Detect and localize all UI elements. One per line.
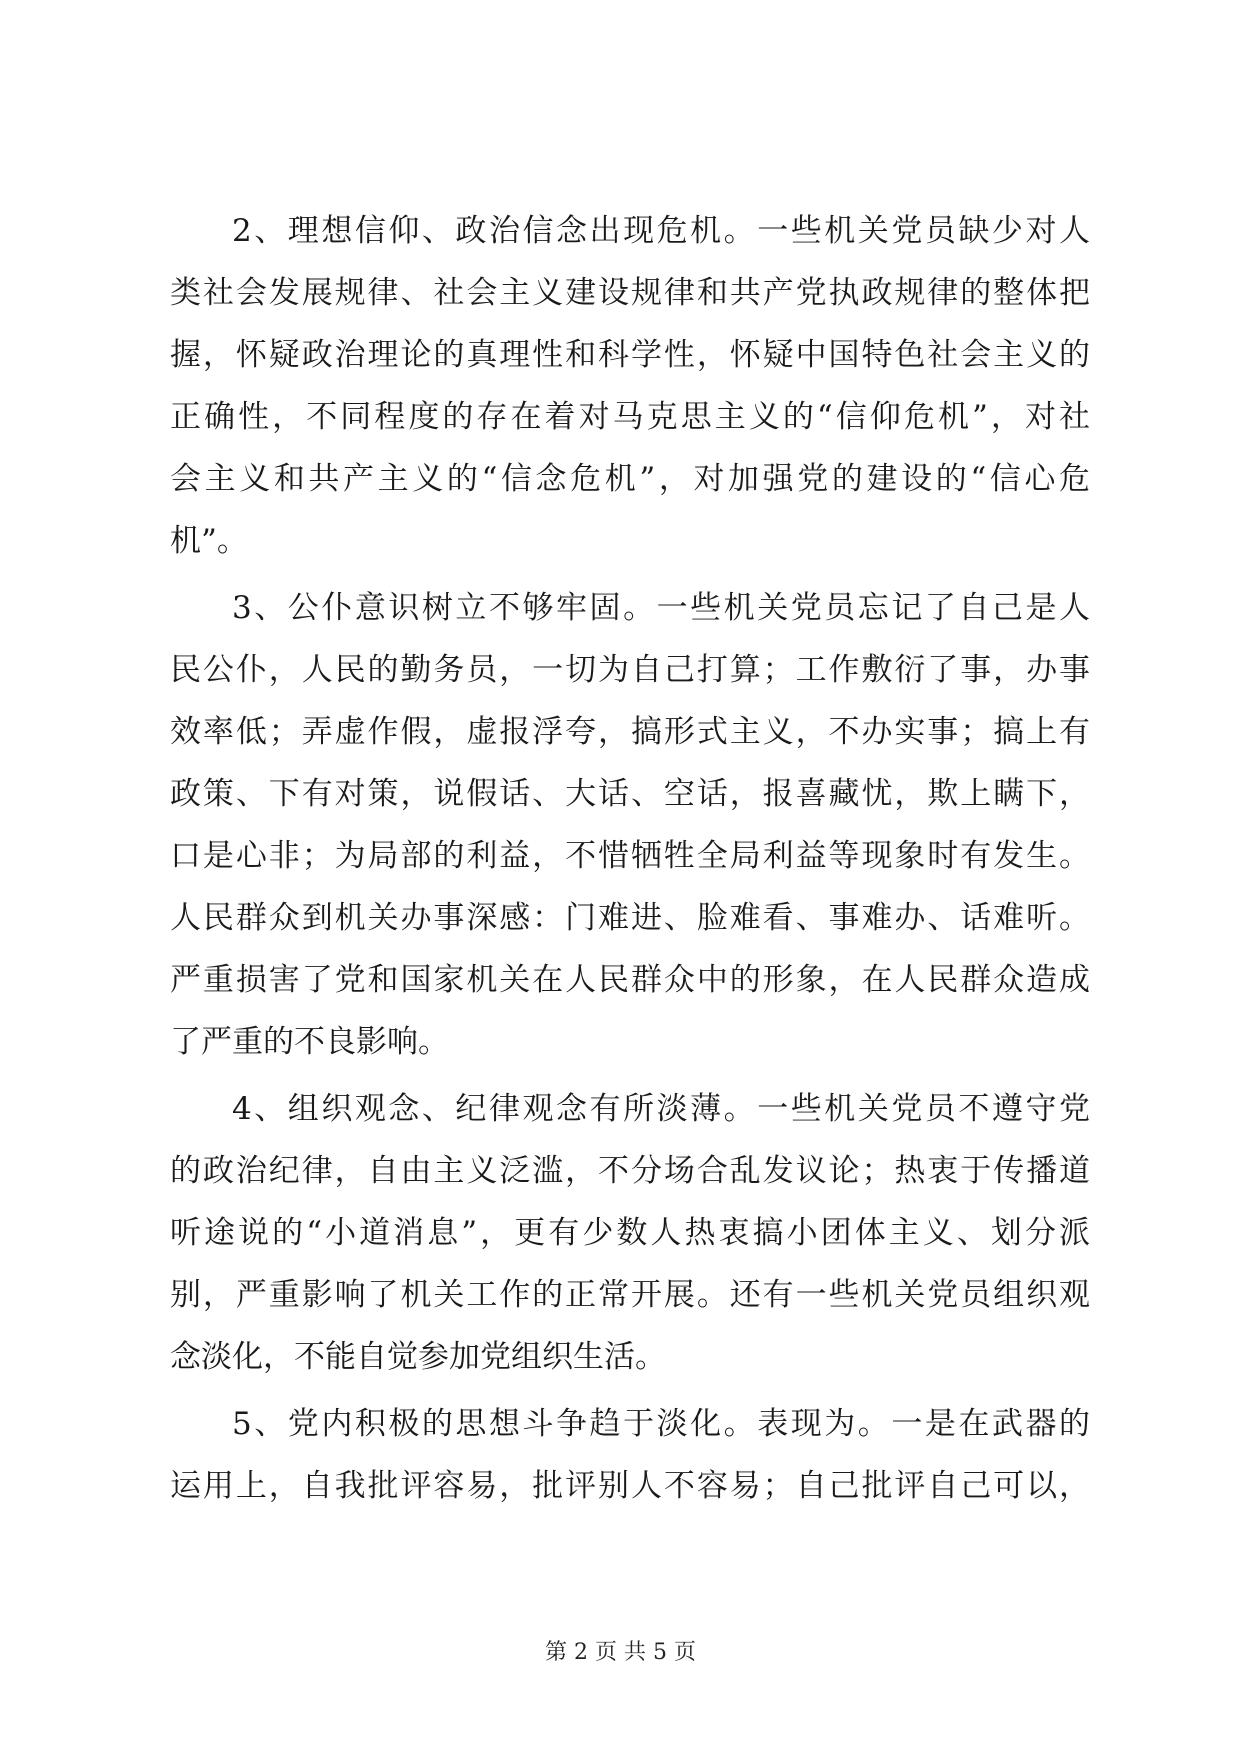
- paragraph-3-line-5: 口是心非；为局部的利益，不惜牺牲全局利益等现象时有发生。: [170, 838, 1090, 874]
- paragraph-5-line-1: 5、党内积极的思想斗争趋于淡化。表现为。一是在武器的: [232, 1406, 1090, 1442]
- paragraph-4-line-1: 4、组织观念、纪律观念有所淡薄。一些机关党员不遵守党: [232, 1091, 1090, 1127]
- paragraph-2-line-4: 正确性，不同程度的存在着对马克思主义的“信仰危机”，对社: [170, 399, 1090, 435]
- page-number-footer: 第 2 页 共 5 页: [545, 1640, 696, 1665]
- paragraph-4-line-5: 念淡化，不能自觉参加党组织生活。: [170, 1339, 666, 1375]
- paragraph-5-line-2: 运用上，自我批评容易，批评别人不容易；自己批评自己可以，: [170, 1468, 1090, 1504]
- paragraph-3-line-2: 民公仆，人民的勤务员，一切为自己打算；工作敷衍了事，办事: [170, 652, 1090, 688]
- paragraph-4-line-4: 别，严重影响了机关工作的正常开展。还有一些机关党员组织观: [170, 1277, 1090, 1313]
- paragraph-3-line-6: 人民群众到机关办事深感：门难进、脸难看、事难办、话难听。: [170, 900, 1090, 936]
- paragraph-3-line-3: 效率低；弄虚作假，虚报浮夸，搞形式主义，不办实事；搞上有: [170, 714, 1090, 750]
- paragraph-2-line-3: 握，怀疑政治理论的真理性和科学性，怀疑中国特色社会主义的: [170, 337, 1090, 373]
- paragraph-4-line-2: 的政治纪律，自由主义泛滥，不分场合乱发议论；热衷于传播道: [170, 1153, 1090, 1189]
- paragraph-3-line-8: 了严重的不良影响。: [170, 1024, 449, 1060]
- paragraph-2-line-6: 机”。: [170, 523, 248, 559]
- paragraph-2-line-2: 类社会发展规律、社会主义建设规律和共产党执政规律的整体把: [170, 275, 1090, 311]
- paragraph-3-line-1: 3、公仆意识树立不够牢固。一些机关党员忘记了自己是人: [232, 590, 1090, 626]
- paragraph-2-line-1: 2、理想信仰、政治信念出现危机。一些机关党员缺少对人: [232, 213, 1090, 249]
- paragraph-4-line-3: 听途说的“小道消息”，更有少数人热衷搞小团体主义、划分派: [170, 1215, 1090, 1251]
- paragraph-2-line-5: 会主义和共产主义的“信念危机”，对加强党的建设的“信心危: [170, 461, 1090, 497]
- paragraph-3-line-4: 政策、下有对策，说假话、大话、空话，报喜藏忧，欺上瞒下，: [170, 776, 1090, 812]
- paragraph-3-line-7: 严重损害了党和国家机关在人民群众中的形象，在人民群众造成: [170, 962, 1090, 998]
